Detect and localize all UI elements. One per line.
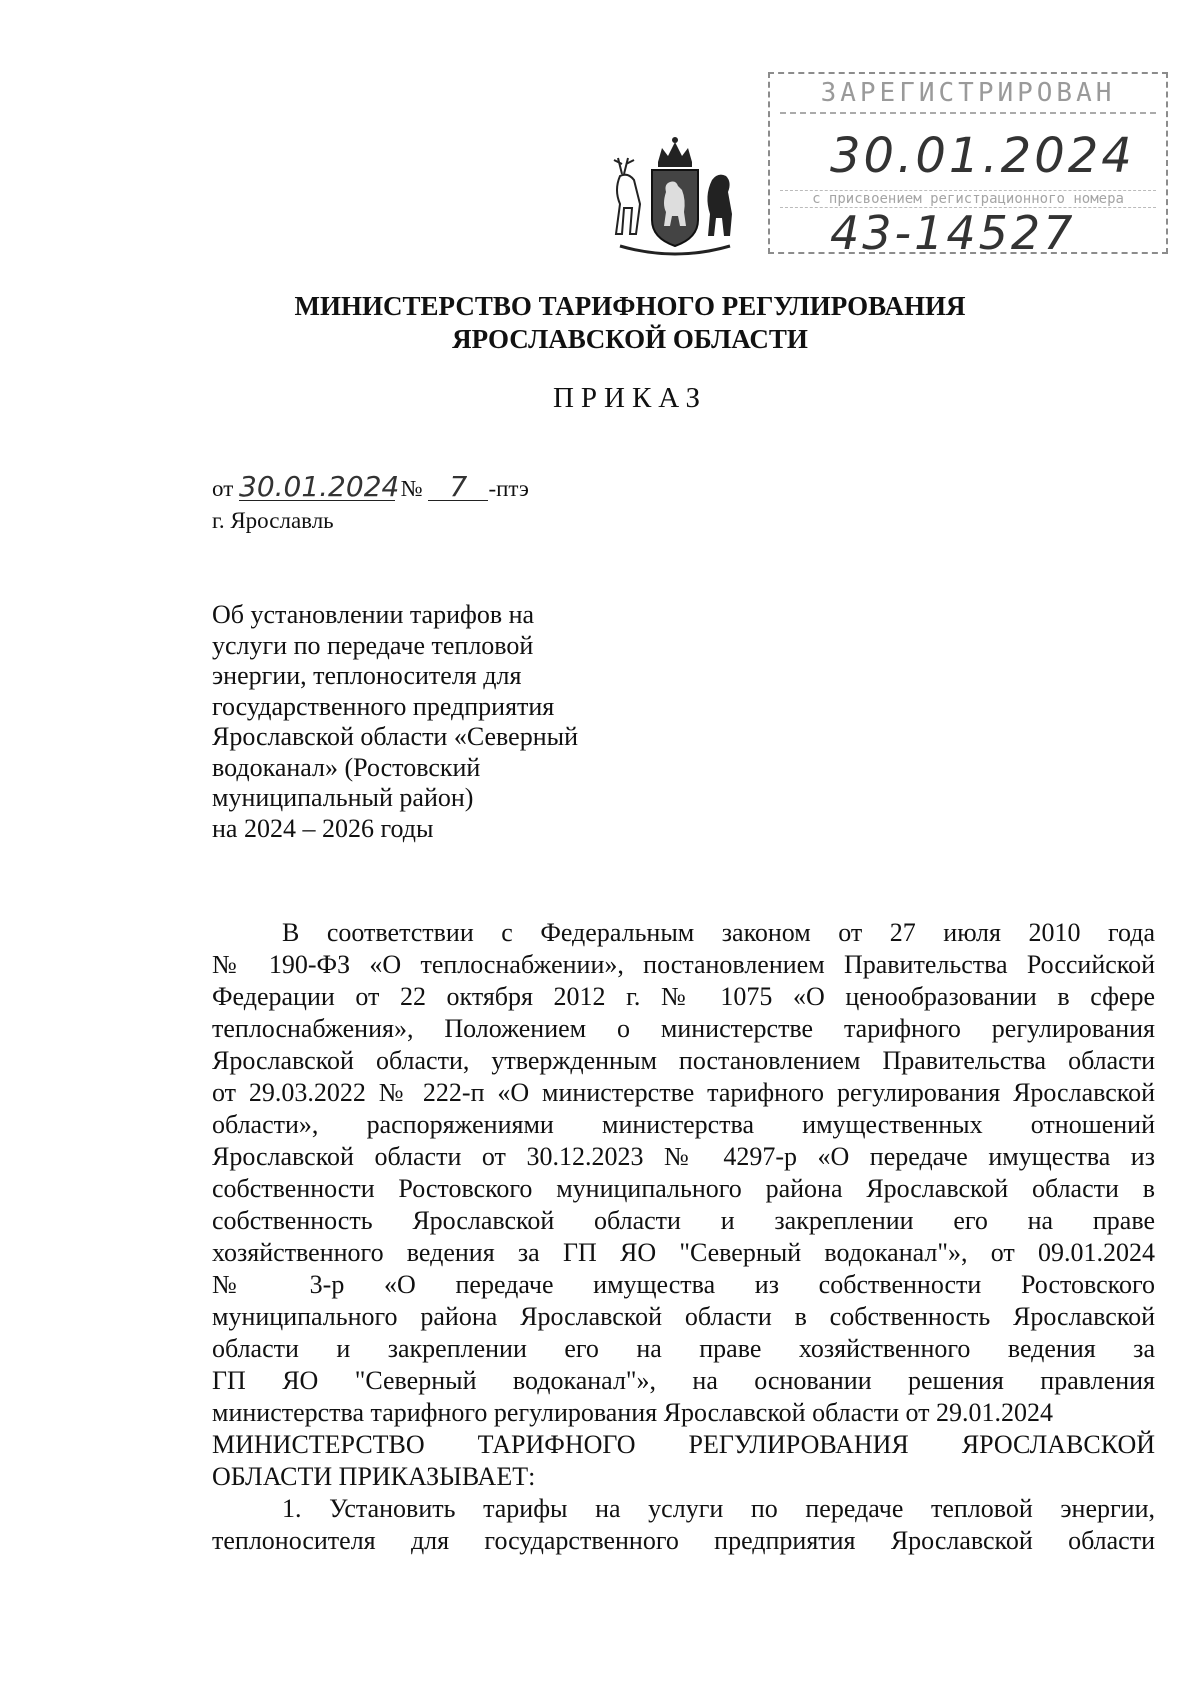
stamp-number: 43-14527 bbox=[830, 206, 1076, 260]
subject-line: Об установлении тарифов на bbox=[212, 600, 535, 629]
subject-line: на 2024 – 2026 годы bbox=[212, 813, 434, 843]
stamp-title: ЗАРЕГИСТРИРОВАН bbox=[780, 78, 1156, 114]
body-line: от 29.03.2022 № 222-п «О министерстве тарифного регулирования Ярославской bbox=[212, 1078, 1155, 1107]
body-line: Ярославской области, утвержденным постановлением Правительства области bbox=[212, 1046, 1155, 1075]
body-line: Федерации от 22 октября 2012 г. № 1075 «О ценообразовании в сфере bbox=[212, 982, 1155, 1011]
body-line: собственности Ростовского муниципального района Ярославской области в bbox=[212, 1174, 1155, 1203]
order-number: 7 bbox=[428, 474, 488, 501]
body-line: МИНИСТЕРСТВО ТАРИФНОГО РЕГУЛИРОВАНИЯ ЯРОСЛАВСКОЙ bbox=[212, 1430, 1155, 1459]
body-line: министерства тарифного регулирования Ярославской области от 29.01.2024 bbox=[212, 1398, 1054, 1427]
order-date-number bbox=[212, 470, 529, 503]
body-line: муниципального района Ярославской области в собственность Ярославской bbox=[212, 1302, 1155, 1331]
subject-line: государственного предприятия bbox=[212, 691, 555, 721]
subject-line: муниципальный район) bbox=[212, 783, 474, 812]
subject-line: водоканал» (Ростовский bbox=[212, 752, 481, 782]
body-line: области и закреплении его на праве хозяйственного ведения за bbox=[212, 1334, 1155, 1363]
number-label: № bbox=[400, 476, 423, 501]
body-line: теплоносителя для государственного предприятия Ярославской области bbox=[212, 1526, 1155, 1555]
ministry-heading bbox=[180, 290, 1080, 356]
body-line: области», распоряжениями министерства имущественных отношений bbox=[212, 1110, 1155, 1139]
order-date: 30.01.2024 bbox=[239, 470, 400, 503]
order-subject bbox=[212, 600, 642, 844]
body-line: В соответствии с Федеральным законом от 27 июля 2010 года bbox=[282, 918, 1155, 947]
subject-line: Ярославской области «Северный bbox=[212, 722, 579, 751]
body-line: ГП ЯО "Северный водоканал"», на основании решения правления bbox=[212, 1366, 1155, 1395]
body-line: № 3-р «О передаче имущества из собственности Ростовского bbox=[212, 1270, 1155, 1299]
subject-line: услуги по передаче тепловой bbox=[212, 630, 534, 660]
ministry-line-1: МИНИСТЕРСТВО ТАРИФНОГО РЕГУЛИРОВАНИЯ bbox=[294, 291, 966, 321]
order-body bbox=[212, 917, 1155, 1557]
body-line: ОБЛАСТИ ПРИКАЗЫВАЕТ: bbox=[212, 1462, 536, 1491]
body-line: 1. Установить тарифы на услуги по передаче тепловой энергии, bbox=[282, 1494, 1155, 1523]
yaroslavl-coat-of-arms-icon bbox=[600, 134, 750, 264]
body-line: № 190-ФЗ «О теплоснабжении», постановлением Правительства Российской bbox=[212, 950, 1155, 979]
body-line: хозяйственного ведения за ГП ЯО "Северный водоканал"», от 09.01.2024 bbox=[212, 1238, 1155, 1267]
stamp-date: 30.01.2024 bbox=[830, 128, 1135, 184]
order-suffix: -птэ bbox=[488, 476, 529, 501]
body-line: собственность Ярославской области и закреплении его на праве bbox=[212, 1206, 1155, 1235]
document-type: ПРИКАЗ bbox=[552, 382, 708, 414]
stamp-subtitle: с присвоением регистрационного номера bbox=[780, 190, 1156, 208]
subject-line: энергии, теплоносителя для bbox=[212, 661, 522, 690]
body-line: Ярославской области от 30.12.2023 № 4297-р «О передаче имущества из bbox=[212, 1142, 1155, 1171]
registration-stamp bbox=[768, 72, 1168, 260]
body-line: теплоснабжения», Положением о министерстве тарифного регулирования bbox=[212, 1014, 1155, 1043]
city: г. Ярославль bbox=[212, 508, 334, 533]
ministry-line-2: ЯРОСЛАВСКОЙ ОБЛАСТИ bbox=[452, 324, 808, 354]
from-label: от bbox=[212, 476, 234, 501]
